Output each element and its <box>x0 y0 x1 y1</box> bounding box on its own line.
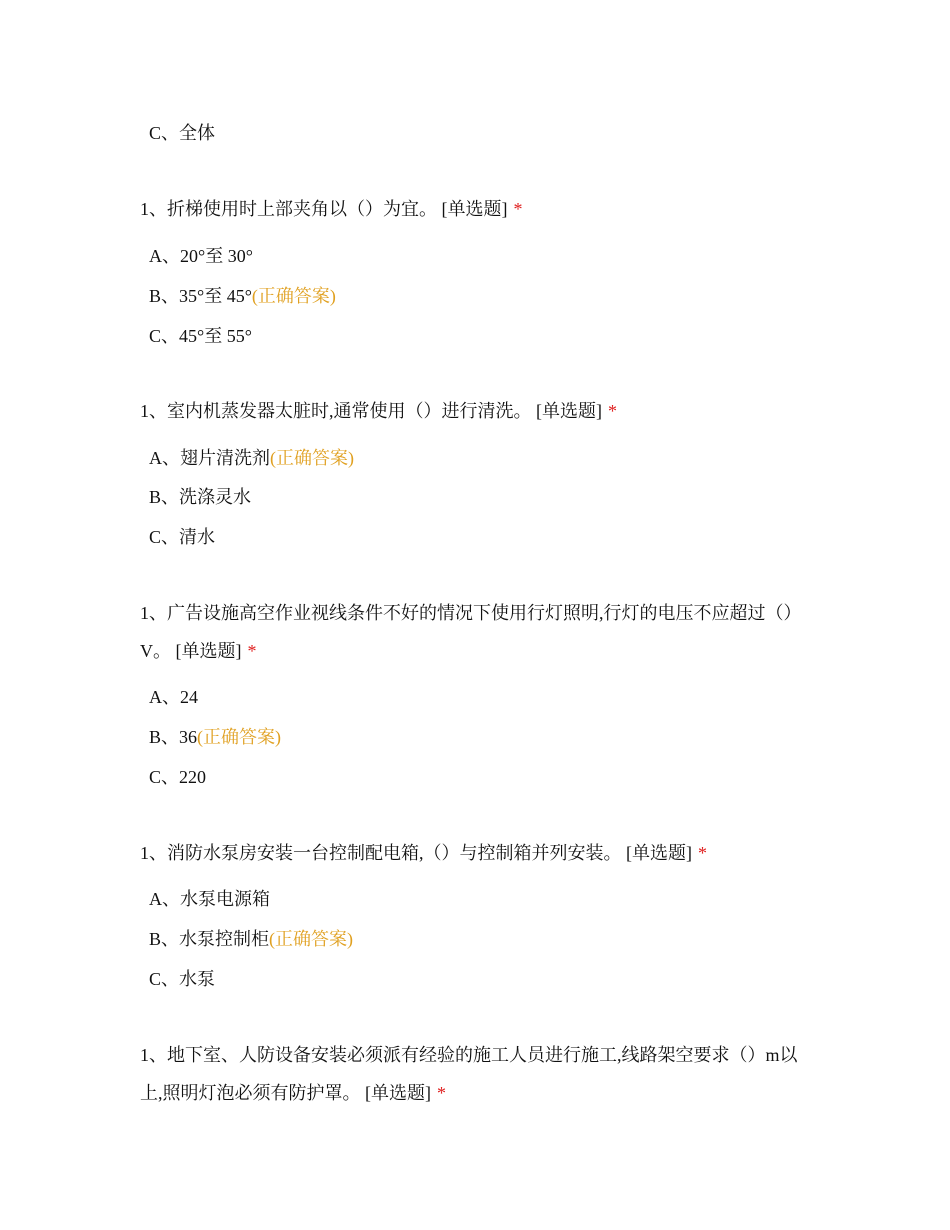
required-star: * <box>608 401 617 421</box>
option-c <box>149 323 252 349</box>
option-text: 全体 <box>179 123 216 143</box>
option-label: C、 <box>149 527 180 547</box>
option-text: 20°至 30° <box>180 246 253 266</box>
question-type-tag: [单选题] <box>365 1083 431 1103</box>
option-text: 24 <box>180 687 198 707</box>
option-label: B、 <box>149 487 180 507</box>
option-c <box>149 524 215 550</box>
question-type-tag: [单选题] <box>175 641 242 661</box>
option-label: C、 <box>149 123 180 143</box>
option-text: 45°至 55° <box>179 326 252 346</box>
option-text: 洗涤灵水 <box>179 487 252 507</box>
option-label: B、 <box>149 929 180 949</box>
question-type-tag: [单选题] <box>441 199 508 219</box>
question-text <box>140 190 810 228</box>
required-star: * <box>247 641 257 661</box>
option-c <box>149 764 206 790</box>
option-label: A、 <box>149 448 180 468</box>
question-text <box>140 834 810 872</box>
option-label: A、 <box>149 246 180 266</box>
option-text: 水泵电源箱 <box>180 889 270 909</box>
option-text: 水泵 <box>179 969 216 989</box>
option-label: B、 <box>149 286 180 306</box>
option-text: 36 <box>179 727 198 747</box>
correct-answer-mark: (正确答案) <box>251 286 336 306</box>
option-label: C、 <box>149 969 180 989</box>
correct-answer-mark: (正确答案) <box>269 929 354 949</box>
option-c <box>149 966 215 992</box>
option-a <box>149 886 270 912</box>
question-type-tag: [单选题] <box>536 401 602 421</box>
option-text: 35°至 45° <box>179 286 252 306</box>
option-b <box>149 724 281 750</box>
required-star: * <box>437 1083 446 1103</box>
option-c <box>149 120 215 146</box>
option-a <box>149 445 354 471</box>
option-a <box>149 243 253 269</box>
required-star: * <box>698 843 707 863</box>
option-text: 水泵控制柜 <box>179 929 270 949</box>
correct-answer-mark: (正确答案) <box>197 727 282 747</box>
option-a <box>149 684 198 710</box>
question-text <box>140 392 810 430</box>
option-label: A、 <box>149 687 180 707</box>
question-body: 1、折梯使用时上部夹角以（）为宜。 <box>140 199 437 219</box>
option-text: 清水 <box>179 527 216 547</box>
question-text <box>140 594 810 670</box>
option-label: B、 <box>149 727 180 747</box>
option-label: C、 <box>149 326 180 346</box>
option-b <box>149 926 353 952</box>
question-body: 1、消防水泵房安装一台控制配电箱,（）与控制箱并列安装。 <box>140 843 622 863</box>
option-label: A、 <box>149 889 180 909</box>
option-text: 翅片清洗剂 <box>180 448 270 468</box>
question-text <box>140 1036 810 1112</box>
option-b <box>149 484 251 510</box>
option-b <box>149 283 336 309</box>
option-text: 220 <box>179 767 207 787</box>
option-label: C、 <box>149 767 180 787</box>
correct-answer-mark: (正确答案) <box>270 448 354 468</box>
question-type-tag: [单选题] <box>626 843 692 863</box>
question-body: 1、地下室、人防设备安装必须派有经验的施工人员进行施工,线路架空要求（）m以上,照明灯泡必须有防护罩。 <box>140 1045 798 1103</box>
question-body: 1、广告设施高空作业视线条件不好的情况下使用行灯照明,行灯的电压不应超过（）V。 <box>140 603 802 661</box>
required-star: * <box>513 199 523 219</box>
question-body: 1、室内机蒸发器太脏时,通常使用（）进行清洗。 <box>140 401 532 421</box>
